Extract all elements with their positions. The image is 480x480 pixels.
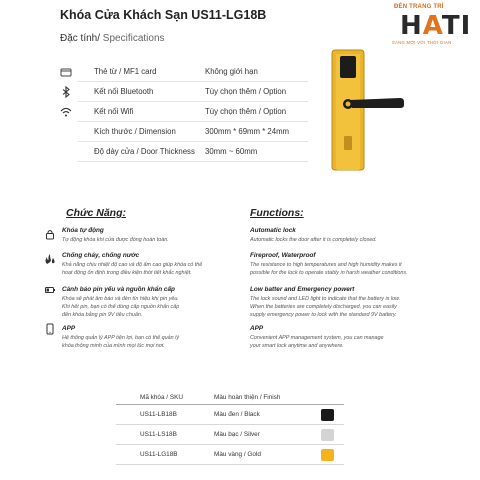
feature-title: Chống cháy, chống nước (62, 252, 140, 259)
feature-desc: đến khóa bằng pin 9V tiêu chuẩn. (62, 312, 143, 318)
brand-logo (388, 4, 474, 46)
feature-desc: When the batteries are completely discharged, you can easily (250, 304, 397, 310)
subtitle-en: Specifications (100, 33, 165, 44)
feature-desc: Khả năng chịu nhiệt độ cao và độ ẩm cao giúp khóa có thể (62, 262, 203, 268)
feature-desc: hoạt động ổn định trong điều kiện thời tiết khắc nghiệt. (62, 270, 192, 276)
feature-desc: supply emergency power to lock with the standard 9V battery. (250, 312, 397, 318)
feature-desc: possible for the lock to operate stably in harsh weather conditions. (250, 270, 408, 276)
logo-letters-h: H (400, 11, 423, 41)
feature-desc: Tự động khóa khi cửa được đóng hoàn toàn. (62, 237, 169, 243)
spec-row-card (78, 62, 308, 82)
feature-vi-fire-water (62, 252, 247, 277)
feature-desc: The lock sound and LED light to indicate that the battery is low. (250, 296, 401, 302)
color-swatch-black (321, 409, 334, 421)
table-row (116, 405, 344, 425)
feature-title: Low batter and Emergency powert (250, 286, 355, 293)
logo-tagline-bottom: SANG MỚI VỚI THỜI GIAN (392, 40, 452, 45)
logo-letters-ti: TI (441, 11, 472, 41)
feature-desc: khóa thông minh của mình mọi lúc mọi nơi. (62, 343, 165, 349)
table-row (116, 425, 344, 445)
spec-label: Kết nối Bluetooth (94, 87, 154, 96)
battery-icon (44, 284, 56, 296)
logo-letter-a: A (422, 11, 442, 41)
features-heading-vi: Chức Năng: (66, 207, 126, 219)
spec-label: Độ dày cửa / Door Thickness (94, 147, 195, 156)
table-row (116, 445, 344, 465)
feature-desc: your smart lock anytime and anywhere. (250, 343, 344, 349)
feature-desc: Convenient APP management system, you can manage (250, 335, 384, 341)
feature-vi-auto-lock (62, 227, 247, 244)
features-heading-en: Functions: (250, 207, 304, 219)
feature-en-auto-lock (250, 227, 450, 244)
spec-value: Tùy chọn thêm / Option (205, 107, 287, 116)
feature-title: Fireproof, Waterproof (250, 252, 316, 259)
sku-cell: US11-LG18B (140, 451, 178, 458)
spec-value: Tùy chọn thêm / Option (205, 87, 287, 96)
bluetooth-icon (60, 86, 72, 98)
wifi-icon (60, 106, 72, 118)
header-sku: Mã khóa / SKU (140, 394, 183, 401)
feature-vi-app (62, 325, 247, 350)
spec-row-bluetooth (78, 82, 308, 102)
sku-table (116, 390, 344, 465)
spec-row-door-thickness (78, 142, 308, 162)
spec-row-dimension (78, 122, 308, 142)
sku-cell: US11-LS18B (140, 431, 177, 438)
spec-value: Không giới hạn (205, 67, 258, 76)
sku-cell: US11-LB18B (140, 411, 177, 418)
feature-title: Automatic lock (250, 227, 296, 234)
lock-icon (44, 228, 56, 240)
finish-cell: Màu vàng / Gold (214, 451, 261, 458)
feature-en-battery (250, 286, 450, 319)
spec-value: 30mm ~ 60mm (205, 147, 258, 156)
logo-wordmark (400, 11, 471, 41)
app-icon (44, 323, 56, 335)
spec-value: 300mm * 69mm * 24mm (205, 127, 290, 136)
finish-cell: Màu đen / Black (214, 411, 260, 418)
spec-label: Kết nối Wifi (94, 107, 134, 116)
header-finish: Màu hoàn thiện / Finish (214, 394, 281, 401)
finish-cell: Màu bạc / Silver (214, 431, 260, 438)
feature-desc: Hệ thống quản lý APP tiện lợi, bạn có thể quản lý (62, 335, 180, 341)
feature-desc: Automatic locks the door after it is completely closed. (250, 237, 377, 243)
logo-tagline-top: ĐÈN TRANG TRÍ (394, 4, 444, 10)
color-swatch-gold (321, 449, 334, 461)
fire-water-icon (44, 253, 56, 265)
feature-desc: The resistance to high temperatures and high humidity makes it (250, 262, 402, 268)
page-title: Khóa Cửa Khách Sạn US11-LG18B (60, 8, 267, 22)
card-icon (60, 66, 72, 78)
spec-label: Thẻ từ / MF1 card (94, 67, 157, 76)
feature-en-fire-water (250, 252, 450, 277)
feature-title: APP (250, 325, 264, 332)
spec-row-wifi (78, 102, 308, 122)
spec-label: Kích thước / Dimension (94, 127, 176, 136)
feature-title: APP (62, 325, 76, 332)
subtitle-vi: Đặc tính/ (60, 33, 101, 44)
feature-desc: Khóa sẽ phát âm báo và đèn tín hiệu khi pin yếu. (62, 296, 179, 302)
feature-vi-battery (62, 286, 247, 319)
feature-desc: Khi hết pin, bạn có thể dùng cấp nguồn khẩn cấp (62, 304, 180, 310)
specifications-heading (60, 33, 165, 44)
color-swatch-silver (321, 429, 334, 441)
feature-en-app (250, 325, 450, 350)
feature-title: Cảnh báo pin yếu và nguồn khẩn cấp (62, 286, 175, 293)
table-header (116, 390, 344, 405)
feature-title: Khóa tự động (62, 227, 104, 234)
lock-product-image (318, 48, 408, 173)
